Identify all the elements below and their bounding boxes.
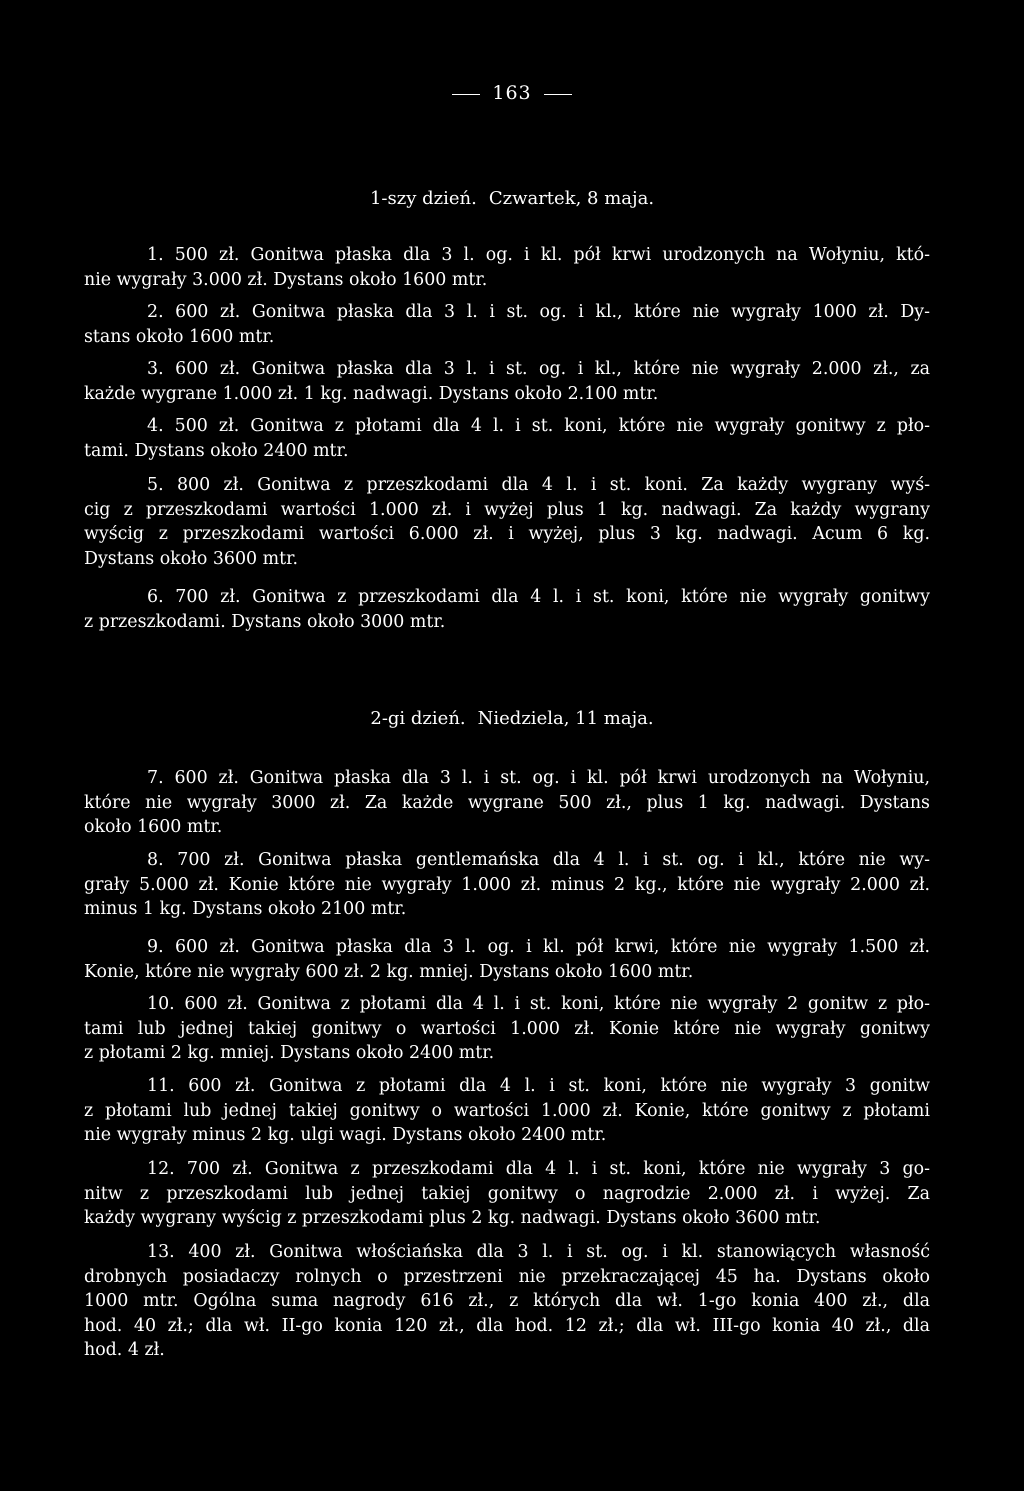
race-line: Dystans około 3600 mtr. — [84, 548, 299, 569]
day-heading-2 — [0, 708, 1024, 729]
race-5 — [84, 473, 930, 571]
day-label: 2-gi dzień. — [370, 708, 466, 729]
race-line: Konie, które nie wygrały 600 zł. 2 kg. mniej. Dystans około 1600 mtr. — [84, 961, 694, 982]
page-number — [0, 82, 1024, 104]
race-7 — [84, 766, 930, 840]
race-line: około 1600 mtr. — [84, 817, 223, 838]
race-line: tami. Dystans około 2400 mtr. — [84, 440, 349, 461]
race-line: 10. 600 zł. Gonitwa z płotami dla 4 l. i st. koni, które nie wygrały 2 gonitw z pło- — [147, 994, 930, 1014]
race-line: 4. 500 zł. Gonitwa z płotami dla 4 l. i st. koni, które nie wygrały gonitwy z pło- — [147, 416, 930, 436]
race-line: 5. 800 zł. Gonitwa z przeszkodami dla 4 l. i st. koni. Za każdy wygrany wyś- — [147, 475, 930, 495]
race-9 — [84, 935, 930, 984]
race-6 — [84, 585, 930, 634]
race-line: 3. 600 zł. Gonitwa płaska dla 3 l. i st. og. i kl., które nie wygrały 2.000 zł., za — [147, 359, 930, 379]
race-line: 6. 700 zł. Gonitwa z przeszkodami dla 4 l. i st. koni, które nie wygrały gonitwy — [147, 587, 930, 607]
race-line: 1000 mtr. Ogólna suma nagrody 616 zł., z których dla wł. 1-go konia 400 zł., dla — [84, 1291, 930, 1312]
dash-right — [544, 94, 572, 95]
race-line: każdy wygrany wyścig z przeszkodami plus 2 kg. nadwagi. Dystans około 3600 mtr. — [84, 1208, 821, 1229]
race-line: 1. 500 zł. Gonitwa płaska dla 3 l. og. i kl. pół krwi urodzonych na Wołyniu, któ- — [147, 245, 930, 265]
race-line: drobnych posiadaczy rolnych o przestrzeni nie przekraczającej 45 ha. Dystans około — [84, 1266, 930, 1287]
race-11 — [84, 1074, 930, 1148]
race-8 — [84, 848, 930, 922]
race-line: nitw z przeszkodami lub jednej takiej gonitwy o nagrodzie 2.000 zł. i wyżej. Za — [84, 1183, 930, 1204]
race-line: hod. 40 zł.; dla wł. II-go konia 120 zł., dla hod. 12 zł.; dla wł. III-go konia 40 zł., dla — [84, 1315, 930, 1336]
race-line: 12. 700 zł. Gonitwa z przeszkodami dla 4 l. i st. koni, które nie wygrały 3 go- — [147, 1159, 930, 1179]
race-line: grały 5.000 zł. Konie które nie wygrały 1.000 zł. minus 2 kg., które nie wygrały 2.000 zł. — [84, 874, 930, 895]
race-line: cig z przeszkodami wartości 1.000 zł. i wyżej plus 1 kg. nadwagi. Za każdy wygrany — [84, 499, 930, 520]
page-number-text: 163 — [492, 82, 532, 104]
race-4 — [84, 414, 930, 463]
race-line: 13. 400 zł. Gonitwa włościańska dla 3 l. i st. og. i kl. stanowiących własność — [147, 1242, 930, 1262]
race-line: 7. 600 zł. Gonitwa płaska dla 3 l. i st. og. i kl. pół krwi urodzonych na Wołyniu, — [147, 768, 930, 788]
day-heading-1 — [0, 188, 1024, 209]
race-line: 11. 600 zł. Gonitwa z płotami dla 4 l. i st. koni, które nie wygrały 3 gonitw — [147, 1076, 930, 1096]
race-line: które nie wygrały 3000 zł. Za każde wygrane 500 zł., plus 1 kg. nadwagi. Dystans — [84, 792, 930, 813]
race-13 — [84, 1240, 930, 1363]
race-2 — [84, 300, 930, 349]
race-line: tami lub jednej takiej gonitwy o wartości 1.000 zł. Konie które nie wygrały gonitwy — [84, 1018, 930, 1039]
race-line: z przeszkodami. Dystans około 3000 mtr. — [84, 611, 446, 632]
race-3 — [84, 357, 930, 406]
day-label: 1-szy dzień. — [369, 188, 477, 209]
race-line: nie wygrały minus 2 kg. ulgi wagi. Dystans około 2400 mtr. — [84, 1125, 607, 1146]
race-line: 8. 700 zł. Gonitwa płaska gentlemańska dla 4 l. i st. og. i kl., które nie wy- — [147, 850, 930, 870]
race-line: 9. 600 zł. Gonitwa płaska dla 3 l. og. i kl. pół krwi, które nie wygrały 1.500 zł. — [147, 937, 930, 957]
race-line: wyścig z przeszkodami wartości 6.000 zł. i wyżej, plus 3 kg. nadwagi. Acum 6 kg. — [84, 524, 930, 545]
race-10 — [84, 992, 930, 1066]
race-line: minus 1 kg. Dystans około 2100 mtr. — [84, 899, 407, 920]
day-date: Czwartek, 8 maja. — [488, 188, 655, 209]
race-line: stans około 1600 mtr. — [84, 326, 275, 347]
race-1 — [84, 243, 930, 292]
race-line: z płotami 2 kg. mniej. Dystans około 2400 mtr. — [84, 1043, 495, 1064]
race-line: z płotami lub jednej takiej gonitwy o wartości 1.000 zł. Konie, które gonitwy z płotami — [84, 1100, 930, 1121]
race-12 — [84, 1157, 930, 1231]
race-line: 2. 600 zł. Gonitwa płaska dla 3 l. i st. og. i kl., które nie wygrały 1000 zł. Dy- — [147, 302, 930, 322]
dash-left — [452, 94, 480, 95]
race-line: hod. 4 zł. — [84, 1340, 165, 1361]
race-line: nie wygrały 3.000 zł. Dystans około 1600 mtr. — [84, 269, 488, 290]
race-line: każde wygrane 1.000 zł. 1 kg. nadwagi. Dystans około 2.100 mtr. — [84, 383, 659, 404]
day-date: Niedziela, 11 maja. — [477, 708, 654, 729]
